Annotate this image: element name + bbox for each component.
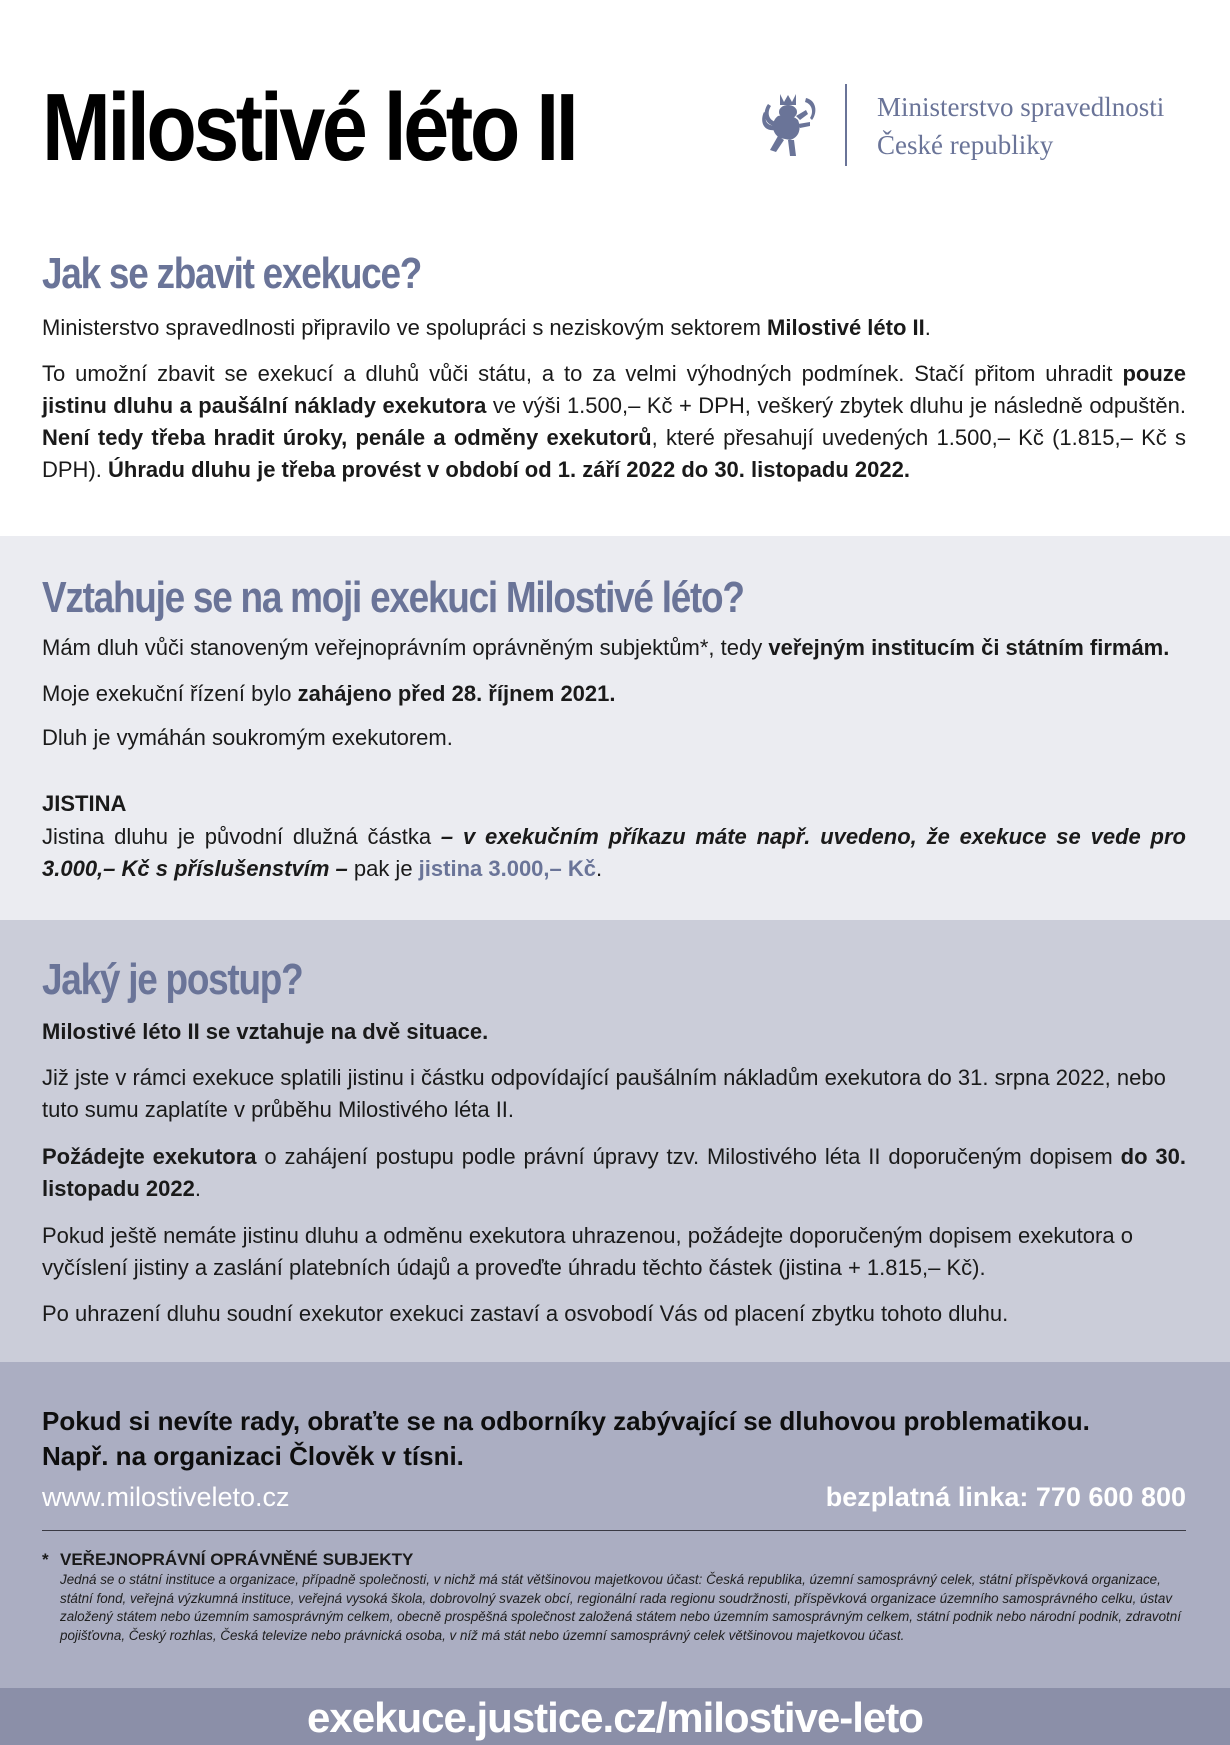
website-link[interactable]: www.milostiveleto.cz — [42, 1482, 290, 1512]
czech-lion-icon — [760, 90, 824, 162]
eligibility-section — [0, 536, 1230, 920]
jistina-text: Jistina dluhu je původní dlužná částka – v exekučním příkazu máte např. uvedeno, že exekuce se vede pro 3.000,– Kč s příslušenstvím – pak je jistina 3.000,– Kč. — [42, 824, 1186, 881]
procedure-section — [0, 920, 1230, 1362]
help-text — [42, 1404, 1192, 1474]
section2-heading: Vztahuje se na moji exekuci Milostivé léto? — [42, 573, 744, 622]
section2-paragraph-2: Moje exekuční řízení bylo zahájeno před 28. říjnem 2021. — [42, 681, 616, 706]
help-line-2: Např. na organizaci Člověk v tísni. — [42, 1441, 464, 1471]
help-line-1: Pokud si nevíte rady, obraťte se na odborníky zabývající se dluhovou problematikou. — [42, 1406, 1090, 1436]
section3-heading: Jaký je postup? — [42, 955, 303, 1004]
divider-line — [42, 1530, 1186, 1531]
section3-paragraph-4: Pokud ještě nemáte jistinu dluhu a odměnu exekutora uhrazenou, požádejte doporučeným dopisem exekutora o vyčíslení jistiny a zaslání platebních údajů a proveďte úhradu těchto částek (jistina + 1.815,– Kč). — [42, 1223, 1133, 1280]
section3-paragraph-1: Milostivé léto II se vztahuje na dvě situace. — [42, 1019, 489, 1044]
section3-paragraph-2: Již jste v rámci exekuce splatili jistinu i částku odpovídající paušálním nákladům exekutora do 31. srpna 2022, nebo tuto sumu zaplatíte v průběhu Milostivého léta II. — [42, 1065, 1166, 1122]
footer-url-link[interactable]: exekuce.justice.cz/milostive-leto — [307, 1694, 923, 1741]
section1-paragraph-1: Ministerstvo spravedlnosti připravilo ve spolupráci s neziskovým sektorem Milostivé léto II. — [42, 315, 931, 340]
hotline-phone: bezplatná linka: 770 600 800 — [825, 1482, 1186, 1512]
ministry-line-1: Ministerstvo spravedlnosti — [877, 92, 1165, 122]
section3-paragraph-3: Požádejte exekutora o zahájení postupu podle právní úpravy tzv. Milostivého léta II doporučeným dopisem do 30. listopadu 2022. — [42, 1144, 1186, 1201]
section1-paragraph-2: To umožní zbavit se exekucí a dluhů vůči státu, a to za velmi výhodných podmínek. Stačí přitom uhradit pouze jistinu dluhu a paušální náklady exekutora ve výši 1.500,– Kč + DPH, veškerý zbytek dluhu je následně odpuštěn. Není tedy třeba hradit úroky, penále a odměny exekutorů, které přesahují uvedených 1.500,– Kč (1.815,– Kč s DPH). Úhradu dluhu je třeba provést v období od 1. září 2022 do 30. listopadu 2022. — [42, 361, 1186, 482]
logo-divider — [845, 84, 847, 166]
ministry-name — [877, 88, 1164, 164]
section2-paragraph-3: Dluh je vymáhán soukromým exekutorem. — [42, 725, 453, 750]
jistina-title: JISTINA — [42, 791, 127, 816]
contact-section — [0, 1362, 1230, 1688]
section2-paragraph-1: Mám dluh vůči stanoveným veřejnoprávním oprávněným subjektům*, tedy veřejným institucím či státním firmám. — [42, 635, 1170, 660]
footnote-marker: * — [42, 1550, 49, 1569]
footnote-title: VEŘEJNOPRÁVNÍ OPRÁVNĚNÉ SUBJEKTY — [60, 1550, 414, 1569]
footnote-text: Jedná se o státní instituce a organizace, případně společnosti, v nichž má stát většinovou majetkovou účast: Česká republika, územní samosprávný celek, státní příspěvková organizace, státní fond, veřejná výzkumná instituce, veřejná vysoká škola, dobrovolný svazek obcí, regionální rada regionu soudržnosti, příspěvková organizace územního samosprávného celku, ústav založený státem nebo územním samosprávným celkem, obecně prospěšná společnost založená státem nebo územním samosprávným celkem, státní podnik nebo národní podnik, zdravotní pojišťovna, Český rozhlas, Česká televize nebo právnická osoba, v níž má stát nebo územní samosprávný celek většinovou majetkovou účast. — [60, 1572, 1181, 1643]
page-title: Milostivé léto II — [42, 74, 576, 181]
section3-paragraph-5: Po uhrazení dluhu soudní exekutor exekuci zastaví a osvobodí Vás od placení zbytku tohoto dluhu. — [42, 1301, 1009, 1326]
footer-bar — [0, 1688, 1230, 1745]
header-section — [0, 0, 1230, 536]
ministry-line-2: České republiky — [877, 130, 1054, 160]
section1-heading: Jak se zbavit exekuce? — [42, 249, 422, 298]
